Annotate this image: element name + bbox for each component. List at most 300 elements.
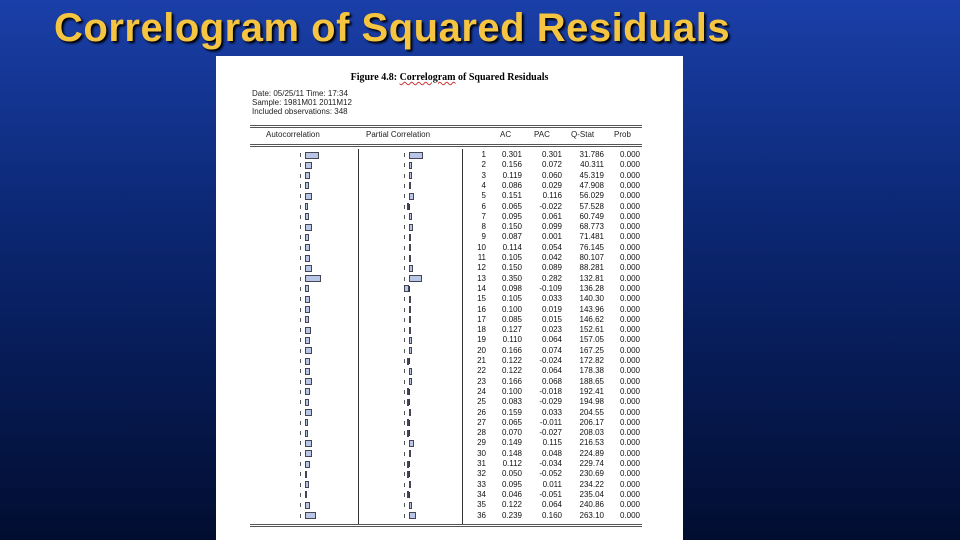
qstat-cell: 132.81 (579, 273, 604, 283)
lag-cell: 12 (477, 263, 486, 273)
pac-band-marker (404, 266, 405, 270)
ac-bar (305, 265, 312, 272)
ac-bar (305, 378, 312, 385)
pac-cell: 0.061 (541, 211, 562, 221)
pac-band-marker (404, 359, 405, 363)
ac-bar (305, 440, 312, 447)
ac-bar (305, 368, 310, 375)
lag-cell: 35 (477, 500, 486, 510)
pac-bar (409, 337, 412, 344)
prob-cell: 0.000 (619, 160, 640, 170)
qstat-cell: 172.82 (579, 356, 604, 365)
lag-cell: 25 (477, 397, 486, 407)
ac-band-marker (300, 266, 301, 270)
lag-cell: 3 (481, 170, 486, 180)
pac-bar (407, 491, 409, 498)
lag-cell: 28 (477, 428, 486, 438)
ac-cell: 0.122 (501, 366, 522, 376)
pac-bar (407, 358, 409, 365)
qstat-cell: 157.05 (579, 335, 604, 345)
ac-band-marker (300, 441, 301, 445)
table-row (216, 480, 683, 490)
ac-cell: 0.065 (501, 417, 522, 427)
lag-cell: 11 (477, 253, 486, 262)
pac-axis (409, 492, 410, 498)
pac-bar (409, 450, 411, 457)
ac-band-marker (300, 174, 301, 178)
pac-band-marker (404, 493, 405, 497)
ac-bar (305, 172, 310, 179)
pac-band-marker (404, 174, 405, 178)
pac-cell: 0.099 (541, 222, 562, 232)
ac-cell: 0.098 (501, 283, 522, 293)
table-row (216, 294, 683, 304)
pac-cell: 0.033 (541, 294, 562, 304)
qstat-cell: 194.98 (579, 397, 604, 407)
lag-cell: 2 (481, 160, 486, 170)
pac-cell: 0.064 (541, 366, 562, 376)
pac-band-marker (404, 369, 405, 373)
table-row (216, 346, 683, 356)
prob-cell: 0.000 (619, 283, 640, 293)
pac-bar (409, 316, 411, 323)
pac-cell: 0.029 (541, 180, 562, 190)
pac-bar (409, 172, 412, 179)
pac-cell: 0.015 (541, 314, 562, 324)
pac-bar (407, 399, 409, 406)
table-row (216, 438, 683, 448)
prob-cell: 0.000 (619, 366, 640, 376)
ac-band-marker (300, 194, 301, 198)
pac-cell: 0.068 (541, 376, 562, 386)
lag-cell: 21 (477, 356, 486, 365)
lag-cell: 23 (477, 376, 486, 386)
ac-cell: 0.151 (501, 191, 522, 201)
correlogram-figure (216, 56, 683, 540)
prob-cell: 0.000 (619, 180, 640, 190)
ac-band-marker (300, 287, 301, 291)
pac-cell: 0.060 (541, 170, 562, 180)
ac-band-marker (300, 452, 301, 456)
pac-bar (407, 461, 409, 468)
ac-band-marker (300, 246, 301, 250)
ac-cell: 0.150 (501, 222, 522, 232)
prob-cell: 0.000 (619, 325, 640, 335)
table-row (216, 284, 683, 294)
pac-bar (409, 481, 411, 488)
qstat-cell: 263.10 (579, 510, 604, 520)
header-rule-bottom (250, 144, 642, 145)
ac-bar (305, 409, 312, 416)
pac-cell: 0.116 (542, 191, 562, 201)
pac-bar (407, 471, 409, 478)
pac-cell: 0.042 (541, 253, 562, 262)
pac-cell: 0.301 (541, 150, 562, 159)
lag-cell: 22 (477, 366, 486, 376)
ac-cell: 0.085 (501, 314, 522, 324)
table-row (216, 428, 683, 438)
prob-cell: 0.000 (619, 253, 640, 262)
pac-bar (409, 275, 422, 282)
ac-bar (305, 316, 309, 323)
pac-bar (409, 244, 411, 251)
pac-bar (409, 306, 411, 313)
ac-band-marker (300, 380, 301, 384)
table-row (216, 150, 683, 160)
pac-bar (409, 152, 423, 159)
ac-cell: 0.105 (501, 253, 522, 262)
pac-band-marker (404, 318, 405, 322)
caption-text: Correlogram (399, 72, 456, 83)
ac-cell: 0.166 (501, 345, 522, 355)
ac-bar (305, 337, 310, 344)
ac-band-marker (300, 431, 301, 435)
sample-line: Sample: 1981M01 2011M12 (252, 98, 352, 107)
pac-band-marker (404, 225, 405, 229)
pac-bar (409, 265, 413, 272)
pac-cell: 0.001 (541, 232, 562, 242)
pac-axis (409, 286, 410, 292)
prob-cell: 0.000 (619, 500, 640, 510)
pac-cell: -0.051 (539, 489, 562, 499)
pac-band-marker (404, 194, 405, 198)
pac-band-marker (404, 441, 405, 445)
lag-cell: 15 (477, 294, 486, 304)
pac-bar (409, 347, 412, 354)
lag-cell: 20 (477, 345, 486, 355)
pac-bar (409, 224, 413, 231)
lag-cell: 31 (477, 459, 486, 468)
ac-bar (305, 285, 309, 292)
pac-cell: 0.064 (541, 335, 562, 345)
table-row (216, 377, 683, 387)
prob-cell: 0.000 (619, 407, 640, 417)
ac-bar (305, 502, 310, 509)
header-pac: PAC (534, 130, 550, 139)
table-row (216, 356, 683, 366)
ac-cell: 0.086 (501, 180, 522, 190)
table-row (216, 243, 683, 253)
lag-cell: 26 (477, 407, 486, 417)
lag-cell: 8 (481, 222, 486, 232)
table-row (216, 459, 683, 469)
pac-axis (409, 358, 410, 364)
ac-cell: 0.087 (501, 232, 522, 242)
prob-cell: 0.000 (619, 222, 640, 232)
qstat-cell: 88.281 (579, 263, 604, 273)
qstat-cell: 68.773 (579, 222, 604, 232)
pac-band-marker (404, 380, 405, 384)
pac-band-marker (404, 328, 405, 332)
ac-band-marker (300, 256, 301, 260)
ac-band-marker (300, 514, 301, 518)
ac-band-marker (300, 472, 301, 476)
qstat-cell: 47.908 (579, 180, 604, 190)
ac-bar (305, 399, 309, 406)
prob-cell: 0.000 (619, 386, 640, 396)
table-row (216, 325, 683, 335)
ac-bar (305, 358, 310, 365)
pac-band-marker (404, 205, 405, 209)
ac-cell: 0.114 (502, 242, 522, 252)
pac-cell: 0.074 (541, 345, 562, 355)
pac-cell: -0.029 (539, 397, 562, 407)
ac-bar (305, 481, 309, 488)
pac-band-marker (404, 503, 405, 507)
ac-band-marker (300, 400, 301, 404)
prob-cell: 0.000 (619, 201, 640, 211)
ac-bar (305, 419, 308, 426)
table-row (216, 160, 683, 170)
pac-band-marker (404, 215, 405, 219)
table-row (216, 408, 683, 418)
pac-bar (407, 203, 409, 210)
header-qstat: Q-Stat (571, 130, 595, 139)
lag-cell: 5 (481, 191, 486, 201)
pac-band-marker (404, 163, 405, 167)
pac-cell: -0.109 (539, 283, 562, 293)
table-row (216, 366, 683, 376)
qstat-cell: 206.17 (579, 417, 604, 427)
ac-bar (305, 388, 310, 395)
pac-bar (409, 512, 416, 519)
pac-cell: -0.034 (539, 459, 562, 468)
pac-band-marker (404, 235, 405, 239)
ac-band-marker (300, 328, 301, 332)
pac-band-marker (404, 483, 405, 487)
ac-bar (305, 193, 312, 200)
ac-bar (305, 327, 311, 334)
prob-cell: 0.000 (619, 170, 640, 180)
prob-cell: 0.000 (619, 242, 640, 252)
qstat-cell: 208.03 (579, 428, 604, 438)
qstat-cell: 216.53 (579, 438, 604, 448)
ac-band-marker (300, 369, 301, 373)
pac-bar (409, 182, 411, 189)
ac-cell: 0.105 (501, 294, 522, 304)
ac-bar (305, 255, 310, 262)
ac-cell: 0.050 (501, 469, 522, 479)
ac-bar (305, 224, 312, 231)
pac-band-marker (404, 308, 405, 312)
qstat-cell: 224.89 (579, 448, 604, 458)
pac-band-marker (404, 246, 405, 250)
ac-cell: 0.119 (502, 170, 522, 180)
prob-cell: 0.000 (619, 211, 640, 221)
ac-band-marker (300, 205, 301, 209)
ac-bar (305, 306, 310, 313)
table-row (216, 222, 683, 232)
table-row (216, 253, 683, 263)
pac-band-marker (404, 390, 405, 394)
pac-cell: 0.011 (542, 479, 562, 489)
pac-bar (409, 502, 412, 509)
header-rule-top-2 (250, 127, 642, 128)
pac-bar (409, 213, 412, 220)
ac-bar (305, 234, 309, 241)
pac-cell: 0.033 (541, 407, 562, 417)
qstat-cell: 230.69 (579, 469, 604, 479)
ac-cell: 0.112 (502, 459, 522, 468)
pac-axis (409, 399, 410, 405)
prob-cell: 0.000 (619, 273, 640, 283)
ac-bar (305, 213, 309, 220)
ac-cell: 0.156 (501, 160, 522, 170)
ac-bar (305, 275, 321, 282)
pac-bar (407, 388, 409, 395)
pac-band-marker (404, 472, 405, 476)
prob-cell: 0.000 (619, 294, 640, 304)
ac-band-marker (300, 225, 301, 229)
prob-cell: 0.000 (619, 150, 640, 159)
pac-bar (409, 234, 411, 241)
ac-bar (305, 512, 316, 519)
ac-cell: 0.095 (501, 479, 522, 489)
prob-cell: 0.000 (619, 345, 640, 355)
ac-cell: 0.148 (501, 448, 522, 458)
ac-band-marker (300, 359, 301, 363)
table-row (216, 263, 683, 273)
pac-bar (409, 162, 412, 169)
ac-band-marker (300, 411, 301, 415)
ac-bar (305, 461, 310, 468)
pac-cell: 0.160 (541, 510, 562, 520)
lag-cell: 10 (477, 242, 486, 252)
ac-band-marker (300, 318, 301, 322)
ac-band-marker (300, 421, 301, 425)
ac-bar (305, 203, 308, 210)
ac-bar (305, 244, 310, 251)
pac-axis (409, 204, 410, 210)
pac-cell: 0.023 (541, 325, 562, 335)
pac-cell: -0.027 (539, 428, 562, 438)
ac-band-marker (300, 153, 301, 157)
qstat-cell: 188.65 (579, 376, 604, 386)
prob-cell: 0.000 (619, 304, 640, 314)
pac-cell: 0.089 (541, 263, 562, 273)
pac-band-marker (404, 256, 405, 260)
ac-cell: 0.301 (501, 150, 522, 159)
qstat-cell: 167.25 (579, 345, 604, 355)
pac-band-marker (404, 431, 405, 435)
pac-cell: -0.024 (539, 356, 562, 365)
qstat-cell: 80.107 (579, 253, 604, 262)
ac-cell: 0.122 (501, 356, 522, 365)
lag-cell: 33 (477, 479, 486, 489)
pac-cell: 0.115 (542, 438, 562, 448)
pac-bar (409, 327, 411, 334)
header-ac: AC (500, 130, 512, 139)
pac-bar (409, 296, 411, 303)
table-row (216, 418, 683, 428)
header-autocorrelation: Autocorrelation (266, 130, 320, 139)
pac-cell: 0.072 (541, 160, 562, 170)
table-row (216, 469, 683, 479)
ac-cell: 0.100 (501, 304, 522, 314)
qstat-cell: 204.55 (579, 407, 604, 417)
lag-cell: 32 (477, 469, 486, 479)
pac-axis (409, 389, 410, 395)
caption-prefix: Figure 4.8: (350, 72, 398, 83)
qstat-cell: 146.62 (579, 314, 604, 324)
lag-cell: 19 (477, 335, 486, 345)
ac-bar (305, 162, 312, 169)
table-row (216, 511, 683, 521)
pac-cell: 0.048 (541, 448, 562, 458)
pac-bar (409, 409, 411, 416)
ac-band-marker (300, 338, 301, 342)
table-row (216, 171, 683, 181)
ac-band-marker (300, 277, 301, 281)
table-row (216, 500, 683, 510)
table-row (216, 315, 683, 325)
ac-cell: 0.046 (501, 489, 522, 499)
pac-cell: -0.052 (539, 469, 562, 479)
ac-band-marker (300, 184, 301, 188)
qstat-cell: 234.22 (579, 479, 604, 489)
prob-cell: 0.000 (619, 479, 640, 489)
table-row (216, 490, 683, 500)
pac-axis (409, 461, 410, 467)
table-row (216, 232, 683, 242)
table-row (216, 387, 683, 397)
qstat-cell: 57.528 (579, 201, 604, 211)
pac-band-marker (404, 452, 405, 456)
pac-band-marker (404, 411, 405, 415)
pac-band-marker (404, 349, 405, 353)
prob-cell: 0.000 (619, 191, 640, 201)
figure-caption (216, 72, 683, 83)
prob-cell: 0.000 (619, 417, 640, 427)
pac-bar (409, 440, 414, 447)
qstat-cell: 143.96 (579, 304, 604, 314)
qstat-cell: 45.319 (579, 170, 604, 180)
ac-cell: 0.350 (501, 273, 522, 283)
prob-cell: 0.000 (619, 469, 640, 479)
qstat-cell: 229.74 (579, 459, 604, 468)
ac-cell: 0.070 (501, 428, 522, 438)
ac-band-marker (300, 235, 301, 239)
pac-bar (409, 193, 414, 200)
ac-band-marker (300, 297, 301, 301)
qstat-cell: 152.61 (579, 325, 604, 335)
ac-bar (305, 182, 309, 189)
ac-cell: 0.095 (501, 211, 522, 221)
ac-band-marker (300, 163, 301, 167)
prob-cell: 0.000 (619, 397, 640, 407)
qstat-cell: 71.481 (579, 232, 604, 242)
ac-bar (305, 450, 312, 457)
pac-cell: 0.282 (541, 273, 562, 283)
header-partial-correlation: Partial Correlation (366, 130, 431, 139)
table-row (216, 305, 683, 315)
ac-bar (305, 296, 310, 303)
prob-cell: 0.000 (619, 263, 640, 273)
prob-cell: 0.000 (619, 335, 640, 345)
pac-cell: -0.011 (539, 417, 562, 427)
ac-band-marker (300, 483, 301, 487)
pac-cell: -0.018 (539, 386, 562, 396)
prob-cell: 0.000 (619, 428, 640, 438)
pac-band-marker (404, 462, 405, 466)
prob-cell: 0.000 (619, 314, 640, 324)
lag-cell: 30 (477, 448, 486, 458)
lag-cell: 6 (481, 201, 486, 211)
table-row (216, 212, 683, 222)
qstat-cell: 235.04 (579, 489, 604, 499)
pac-band-marker (404, 184, 405, 188)
prob-cell: 0.000 (619, 510, 640, 520)
